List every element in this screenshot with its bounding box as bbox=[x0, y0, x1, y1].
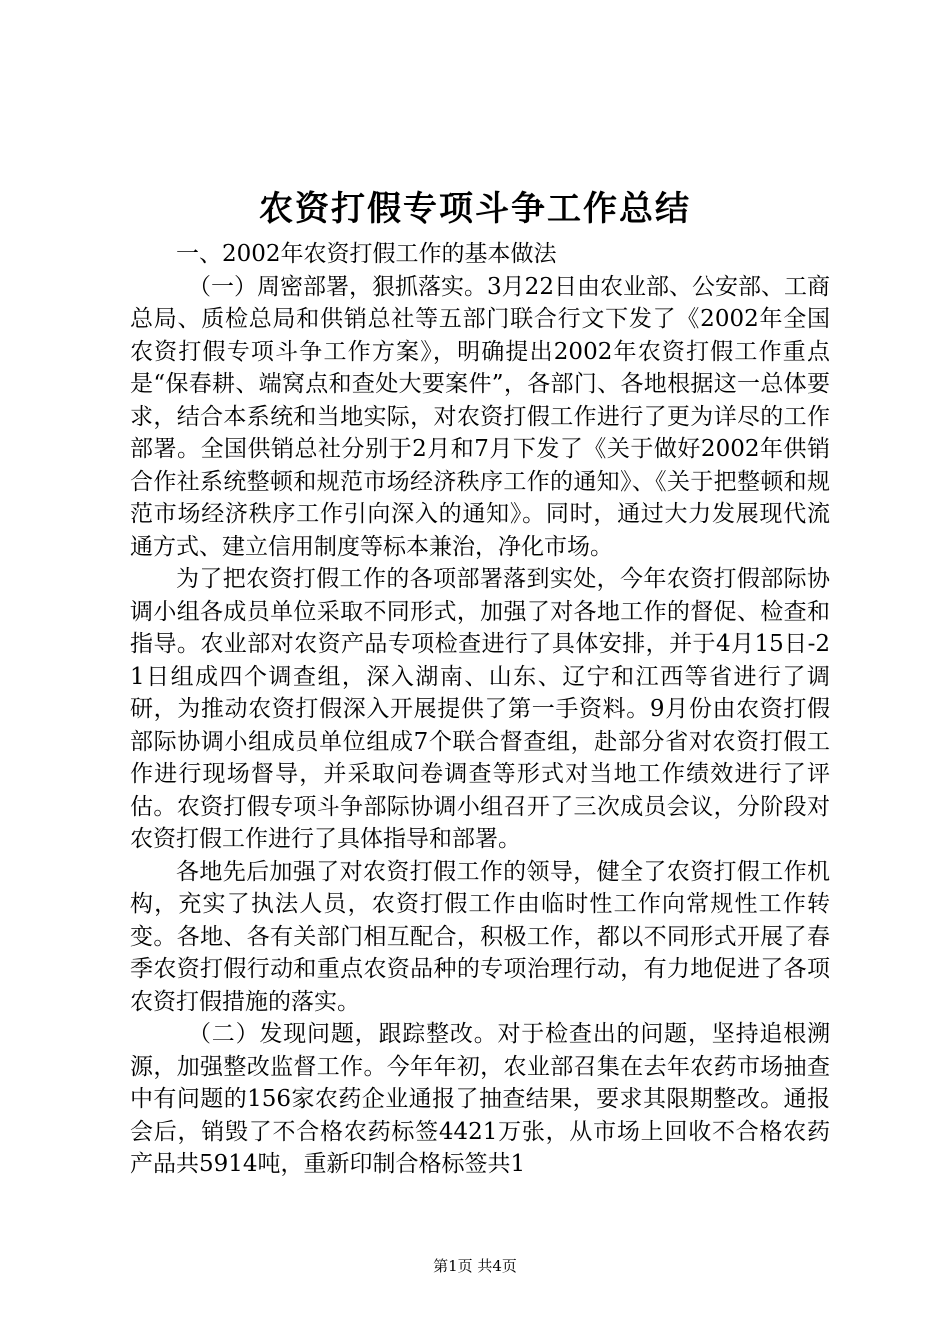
paragraph-1: （一）周密部署，狠抓落实。3月22日由农业部、公安部、工商总局、质检总局和供销总社等五部门联合行文下发了《2002年全国农资打假专项斗争工作方案》，明确提出2002年农资打假工作重点是“保春耕、端窝点和查处大要案件”，各部门、各地根据这一总体要求，结合本系统和当地实际，对农资打假工作进行了更为详尽的工作部署。全国供销总社分别于2月和7月下发了《关于做好2002年供销合作社系统整顿和规范市场经济秩序工作的通知》、《关于把整顿和规范市场经济秩序工作引向深入的通知》。同时，通过大力发展现代流通方式、建立信用制度等标本兼治，净化市场。 bbox=[130, 273, 830, 560]
paragraph-3: 各地先后加强了对农资打假工作的领导，健全了农资打假工作机构，充实了执法人员，农资打假工作由临时性工作向常规性工作转变。各地、各有关部门相互配合，积极工作，都以不同形式开展了春季农资打假行动和重点农资品种的专项治理行动，有力地促进了各项农资打假措施的落实。 bbox=[130, 858, 830, 1015]
paragraph-4: （二）发现问题，跟踪整改。对于检查出的问题，坚持追根溯源，加强整改监督工作。今年年初，农业部召集在去年农药市场抽查中有问题的156家农药企业通报了抽查结果，要求其限期整改。通报会后，销毁了不合格农药标签4421万张，从市场上回收不合格农药产品共5914吨，重新印制合格标签共1 bbox=[130, 1021, 830, 1177]
section-heading: 一、2002年农资打假工作的基本做法 bbox=[176, 241, 557, 267]
page-footer: 第1页 共4页 bbox=[433, 1257, 517, 1275]
paragraph-2: 为了把农资打假工作的各项部署落到实处，今年农资打假部际协调小组各成员单位采取不同形式，加强了对各地工作的督促、检查和指导。农业部对农资产品专项检查进行了具体安排，并于4月15日-21日组成四个调查组，深入湖南、山东、辽宁和江西等省进行了调研，为推动农资打假深入开展提供了第一手资料。9月份由农资打假部际协调小组成员单位组成7个联合督查组，赴部分省对农资打假工作进行现场督导，并采取问卷调查等形式对当地工作绩效进行了评估。农资打假专项斗争部际协调小组召开了三次成员会议，分阶段对农资打假工作进行了具体指导和部署。 bbox=[130, 566, 830, 852]
document-body bbox=[130, 238, 830, 1181]
document-title: 农资打假专项斗争工作总结 bbox=[259, 189, 691, 229]
